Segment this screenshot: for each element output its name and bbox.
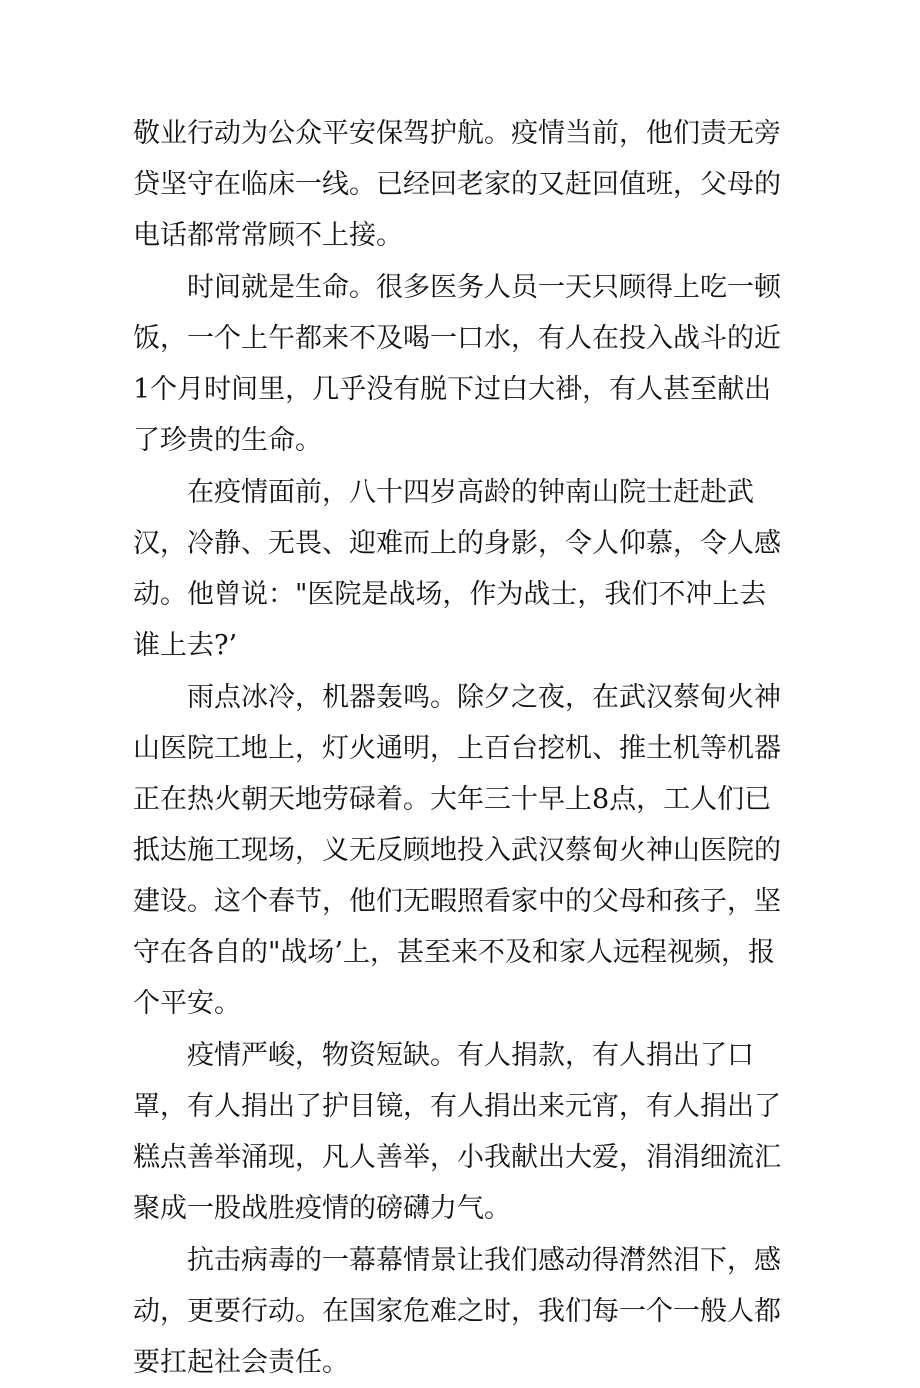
- paragraph-6: 抗击病毒的一幕幕情景让我们感动得潸然泪下，感动，更要行动。在国家危难之时，我们每一个一般人都要扛起社会责任。: [133, 1245, 781, 1378]
- paragraph-3: 在疫情面前，八十四岁高龄的钟南山院士赶赴武汉，冷静、无畏、迎难而上的身影，令人仰慕，令人感动。他曾说："医院是战场，作为战士，我们不冲上去谁上去?’: [133, 477, 781, 661]
- paragraph-2: 时间就是生命。很多医务人员一天只顾得上吃一顿饭，一个上午都来不及喝一口水，有人在投入战斗的近1个月时间里，几乎没有脱下过白大褂，有人甚至献出了珍贵的生命。: [133, 272, 781, 456]
- document-body: [133, 108, 793, 1388]
- paragraph-5: 疫情严峻，物资短缺。有人捐款，有人捐出了口罩，有人捐出了护目镜，有人捐出来元宵，有人捐出了糕点善举涌现，凡人善举，小我献出大爱，涓涓细流汇聚成一股战胜疫情的磅礴力气。: [133, 1040, 781, 1224]
- paragraph-4: 雨点冰冷，机器轰鸣。除夕之夜，在武汉蔡甸火神山医院工地上，灯火通明，上百台挖机、推土机等机器正在热火朝天地劳碌着。大年三十早上8点，工人们已抵达施工现场，义无反顾地投入武汉蔡甸火神山医院的建设。这个春节，他们无暇照看家中的父母和孩子，坚守在各自的"战场’上，甚至来不及和家人远程视频，报个平安。: [133, 682, 781, 1019]
- paragraph-1: 敬业行动为公众平安保驾护航。疫情当前，他们责无旁贷坚守在临床一线。已经回老家的又赶回值班，父母的电话都常常顾不上接。: [133, 118, 781, 251]
